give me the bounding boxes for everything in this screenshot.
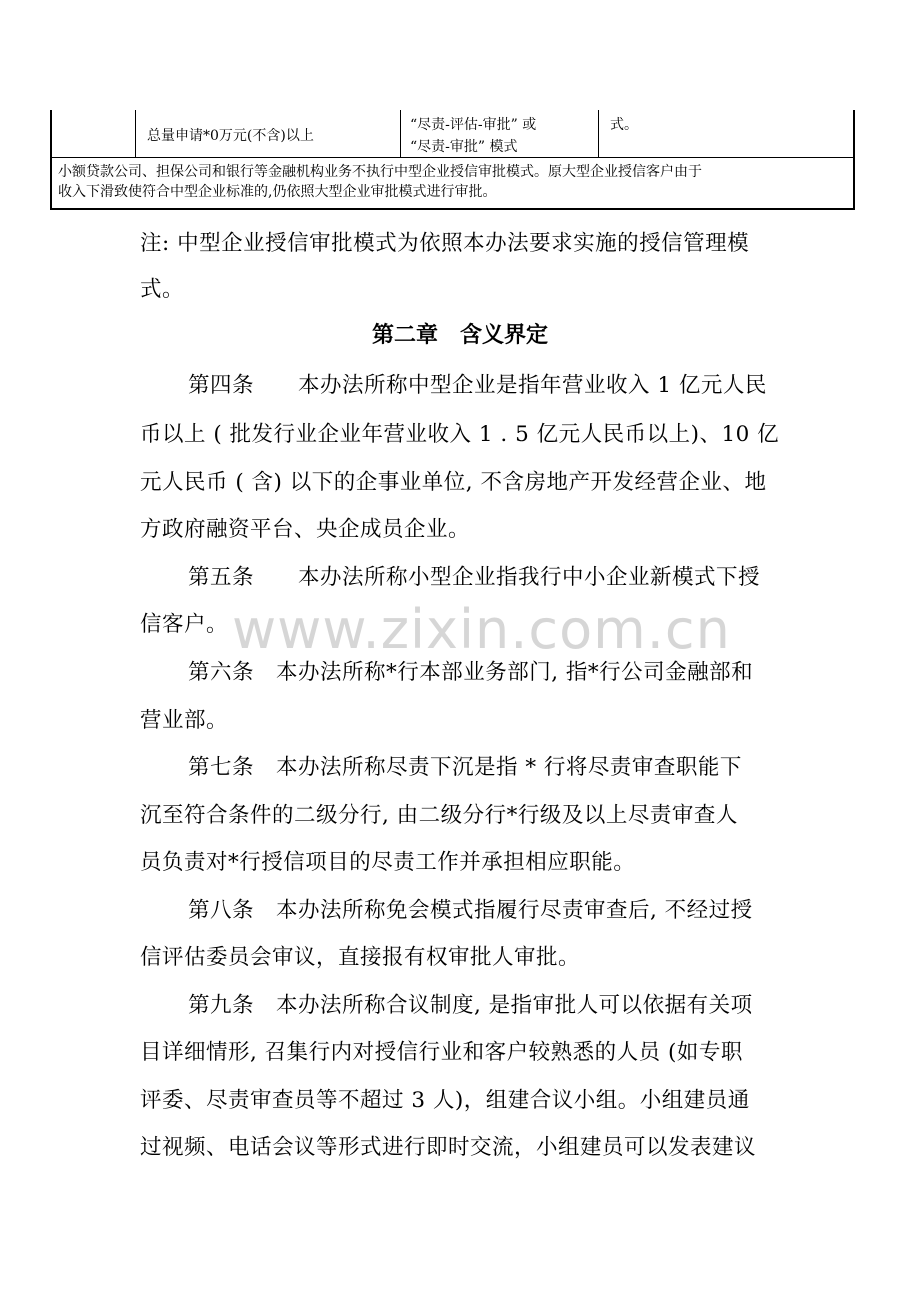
article-9-line-3: 评委、尽责审查员等不超过 3 人)，组建合议小组。小组建员通 — [140, 1088, 750, 1113]
article-7-line-3: 员负责对*行授信项目的尽责工作并承担相应职能。 — [140, 850, 636, 875]
article-9-line-2: 目详细情形, 召集行内对授信行业和客户较熟悉的人员 (如专职 — [140, 1040, 743, 1065]
article-8-line-1: 第八条 本办法所称免会模式指履行尽责审查后, 不经过授 — [188, 898, 753, 923]
article-6-line-1: 第六条 本办法所称*行本部业务部门, 指*行公司金融部和 — [188, 660, 754, 685]
table-footnote — [58, 162, 850, 202]
article-9-line-1: 第九条 本办法所称合议制度, 是指审批人可以依据有关项 — [188, 993, 753, 1018]
article-4-line-1: 第四条 本办法所称中型企业是指年营业收入 1 亿元人民 — [188, 373, 767, 398]
table-footnote-line1: 小额贷款公司、担保公司和银行等金融机构业务不执行中型企业授信审批模式。原大型企业授信客户由于 — [58, 164, 702, 180]
article-6-line-2: 营业部。 — [140, 708, 229, 733]
article-4-line-3: 元人民币 ( 含) 以下的企事业单位, 不含房地产开发经营企业、地 — [140, 470, 767, 495]
table-cell-remark: 式。 — [610, 117, 638, 133]
article-9-line-4: 过视频、电话会议等形式进行即时交流，小组建员可以发表建议 — [140, 1135, 757, 1160]
table-footnote-line2: 收入下滑致使符合中型企业标准的,仍依照大型企业审批模式进行审批。 — [58, 184, 497, 200]
table-cell-threshold: 总量申请*0万元(不含)以上 — [147, 128, 314, 144]
chapter-title: 第二章 含义界定 — [371, 322, 548, 348]
watermark: www.zixin.com.cn — [232, 598, 731, 661]
article-7-line-2: 沉至符合条件的二级分行, 由二级分行*行级及以上尽责审查人 — [140, 803, 738, 828]
table-cell-mode-line2: “尽责-审批” 模式 — [410, 139, 518, 155]
article-7-line-1: 第七条 本办法所称尽责下沉是指 * 行将尽责审查职能下 — [188, 755, 742, 780]
article-5-line-2: 信客户。 — [140, 612, 229, 637]
note-line-1: 注: 中型企业授信审批模式为依照本办法要求实施的授信管理模 — [140, 231, 750, 256]
table-cell-mode-line1: “尽责-评估-审批” 或 — [410, 117, 537, 133]
article-4-line-2: 币以上 ( 批发行业企业年营业收入 1 . 5 亿元人民币以上)、10 亿 — [140, 422, 780, 447]
article-5-line-1: 第五条 本办法所称小型企业指我行中小企业新模式下授 — [188, 565, 761, 590]
article-4-line-4: 方政府融资平台、央企成员企业。 — [140, 517, 471, 542]
note-line-2: 式。 — [140, 277, 185, 302]
article-8-line-2: 信评估委员会审议，直接报有权审批人审批。 — [140, 945, 581, 970]
